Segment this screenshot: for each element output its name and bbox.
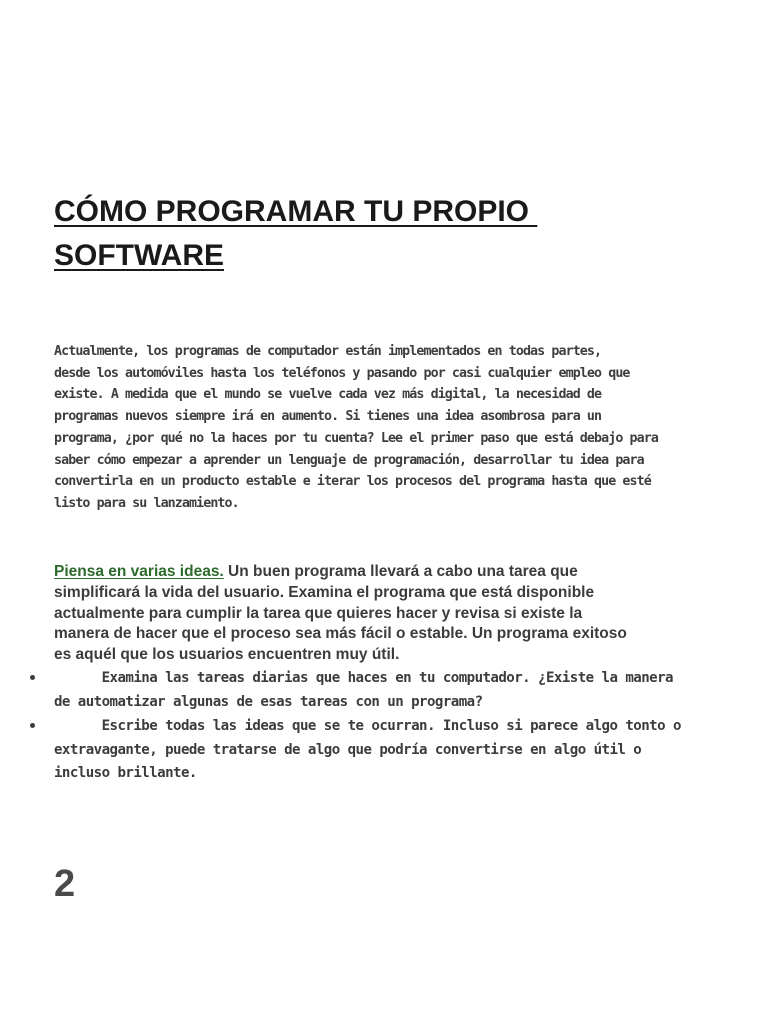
tips-list — [0, 667, 768, 786]
title-line: SOFTWARE — [54, 239, 224, 272]
list-item-line: de automatizar algunas de esas tareas con un programa? — [54, 693, 483, 710]
step-link[interactable]: Piensa en varias ideas. — [54, 563, 224, 580]
step-paragraph — [54, 562, 734, 666]
step-line: es aquél que los usuarios encuentren muy útil. — [54, 646, 400, 664]
step-line: manera de hacer que el proceso sea más fácil o estable. Un programa exitoso — [54, 625, 627, 643]
intro-line: programas nuevos siempre irá en aumento. Si tienes una idea asombrosa para un — [54, 409, 602, 425]
bullet-icon — [30, 723, 35, 728]
list-item — [0, 715, 768, 786]
step-line: simplificará la vida del usuario. Examina el programa que está disponible — [54, 583, 595, 601]
list-item-line: extravagante, puede tratarse de algo que podría convertirse en algo útil o — [54, 741, 642, 758]
step-first-line — [54, 562, 734, 583]
intro-line: programa, ¿por qué no la haces por tu cuenta? Lee el primer paso que está debajo para — [54, 430, 658, 446]
list-item-line: incluso brillante. — [54, 765, 197, 781]
step-first-line-text: Un buen programa llevará a cabo una tarea que — [223, 563, 578, 580]
page-title — [54, 190, 694, 278]
intro-line: existe. A medida que el mundo se vuelve cada vez más digital, la necesidad de — [54, 387, 602, 403]
intro-paragraph — [54, 341, 734, 515]
intro-line: convertirla en un producto estable e iterar los procesos del programa hasta que esté — [54, 474, 651, 490]
list-item-line: Examina las tareas diarias que haces en tu computador. ¿Existe la manera — [54, 670, 673, 686]
intro-line: Actualmente, los programas de computador están implementados en todas partes, — [54, 344, 602, 359]
bullet-icon — [30, 675, 35, 680]
title-line: CÓMO PROGRAMAR TU PROPIO — [54, 195, 538, 228]
list-item-line: Escribe todas las ideas que se te ocurran. Incluso si parece algo tonto o — [54, 718, 681, 734]
intro-line: saber cómo empezar a aprender un lenguaje de programación, desarrollar tu idea para — [54, 452, 644, 468]
list-item — [0, 667, 768, 714]
step-number: 2 — [54, 863, 76, 905]
intro-line: desde los automóviles hasta los teléfonos y pasando por casi cualquier empleo que — [54, 365, 630, 381]
intro-line: listo para su lanzamiento. — [54, 495, 239, 511]
step-line: actualmente para cumplir la tarea que quieres hacer y revisa si existe la — [54, 604, 583, 622]
